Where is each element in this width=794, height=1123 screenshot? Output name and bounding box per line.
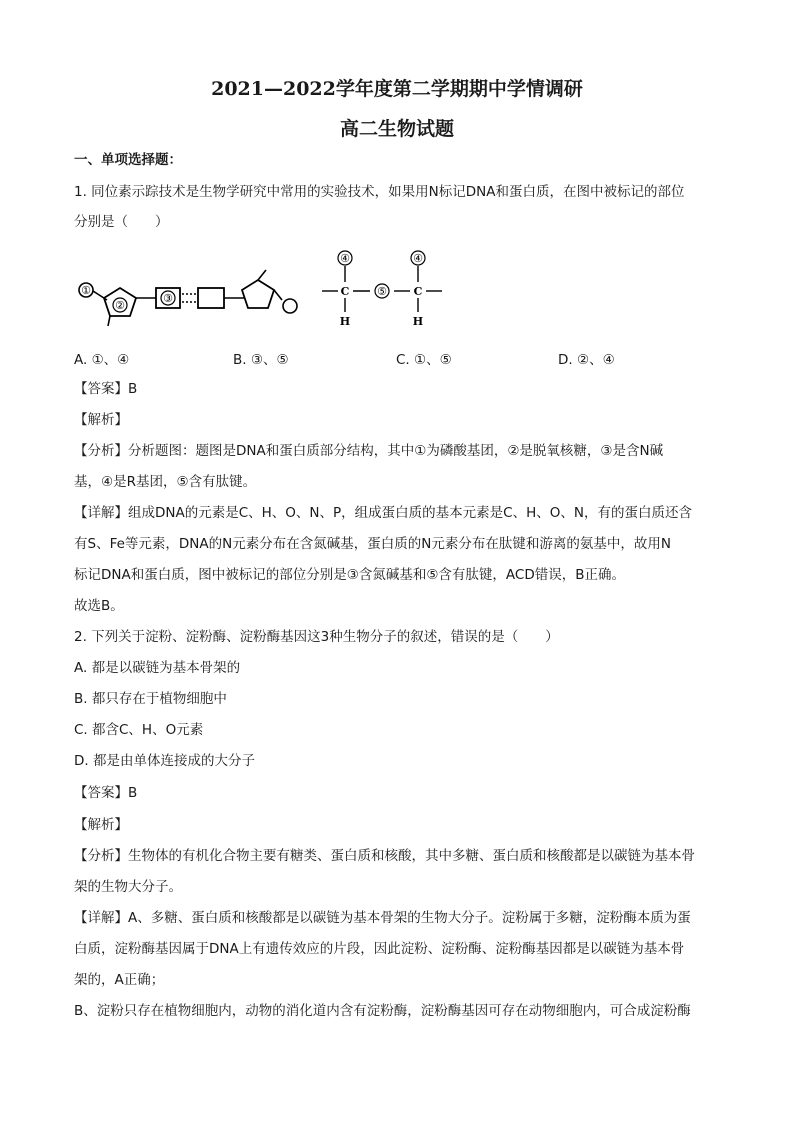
section-heading: 一、单项选择题： [74,152,182,168]
peptide-structure [322,251,442,328]
q1-option-a: A. ①、④ [74,352,130,368]
q1-option-d: D. ②、④ [558,352,615,368]
nitrogenous-base-box [156,288,180,308]
q2-option-b: B. 都只存在于植物细胞中 [74,691,227,707]
q2-analysis-heading: 【解析】 [74,817,128,833]
q1-stem-line1: 1. 同位素示踪技术是生物学研究中常用的实验技术，如果用N标记DNA和蛋白质，在图中被标记的部位 [74,184,685,200]
label-5: ⑤ [377,285,387,298]
carbon-2: C [413,285,423,298]
q1-xiangjie-line1: 【详解】组成DNA的元素是C、H、O、N、P，组成蛋白质的基本元素是C、H、O、N，有的蛋白质还含 [74,505,692,521]
label-4a: ④ [340,252,350,265]
q2-option-d: D. 都是由单体连接成的大分子 [74,753,255,769]
q1-option-c: C. ①、⑤ [396,352,452,368]
label-4b: ④ [413,252,423,265]
q2-answer: 【答案】B [74,785,138,801]
q2-xiangjie-line2: 白质，淀粉酶基因属于DNA上有遗传效应的片段，因此淀粉、淀粉酶、淀粉酶基因都是以碳链为基本骨 [74,941,685,957]
label-2: ② [115,299,125,312]
q1-structure-diagram [70,248,470,338]
q2-option-a: A. 都是以碳链为基本骨架的 [74,660,241,676]
document-title: 2021—2022学年度第二学期期中学情调研 [211,78,583,100]
q1-xiangjie-line3: 标记DNA和蛋白质，图中被标记的部位分别是③含氮碱基和⑤含有肽键，ACD错误，B正确。 [74,567,626,583]
q2-stem: 2. 下列关于淀粉、淀粉酶、淀粉酶基因这3种生物分子的叙述，错误的是（ ） [74,629,559,645]
phosphate-group [79,283,93,297]
q1-conclusion: 故选B。 [74,598,124,614]
label-1: ① [81,284,91,297]
q1-xiangjie-line2: 有S、Fe等元素，DNA的N元素分布在含氮碱基，蛋白质的N元素分布在肽键和游离的氨基中，故用N [74,536,671,552]
second-pentagon [242,280,274,308]
q1-option-b: B. ③、⑤ [233,352,289,368]
q2-xiangjie-line1: 【详解】A、多糖、蛋白质和核酸都是以碳链为基本骨架的生物大分子。淀粉属于多糖，淀粉酶本质为蛋 [74,910,691,926]
q2-xiangjie-line4: B、淀粉只存在植物细胞内，动物的消化道内含有淀粉酶，淀粉酶基因可存在动物细胞内，可合成淀粉酶 [74,1003,691,1019]
q1-fenxi-line1: 【分析】分析题图：题图是DNA和蛋白质部分结构，其中①为磷酸基团，②是脱氧核糖，③是含N碱 [74,443,664,459]
q2-xiangjie-line3: 架的，A正确； [74,972,165,988]
hydrogen-2: H [412,315,424,328]
carbon-1: C [340,285,350,298]
complementary-base-box [198,288,224,308]
q1-answer: 【答案】B [74,381,138,397]
q1-stem-line2: 分别是（ ） [74,214,169,230]
q2-fenxi-line1: 【分析】生物体的有机化合物主要有糖类、蛋白质和核酸，其中多糖、蛋白质和核酸都是以碳链为基本骨 [74,848,695,864]
q1-fenxi-line2: 基，④是R基团，⑤含有肽键。 [74,474,257,490]
q1-analysis-heading: 【解析】 [74,412,128,428]
q2-option-c: C. 都含C、H、O元素 [74,722,204,738]
deoxyribose-pentagon [104,288,136,316]
q2-fenxi-line2: 架的生物大分子。 [74,879,182,895]
label-3: ③ [163,292,173,305]
document-subtitle: 高二生物试题 [339,118,454,140]
second-phosphate-circle [283,299,297,313]
hydrogen-1: H [339,315,351,328]
